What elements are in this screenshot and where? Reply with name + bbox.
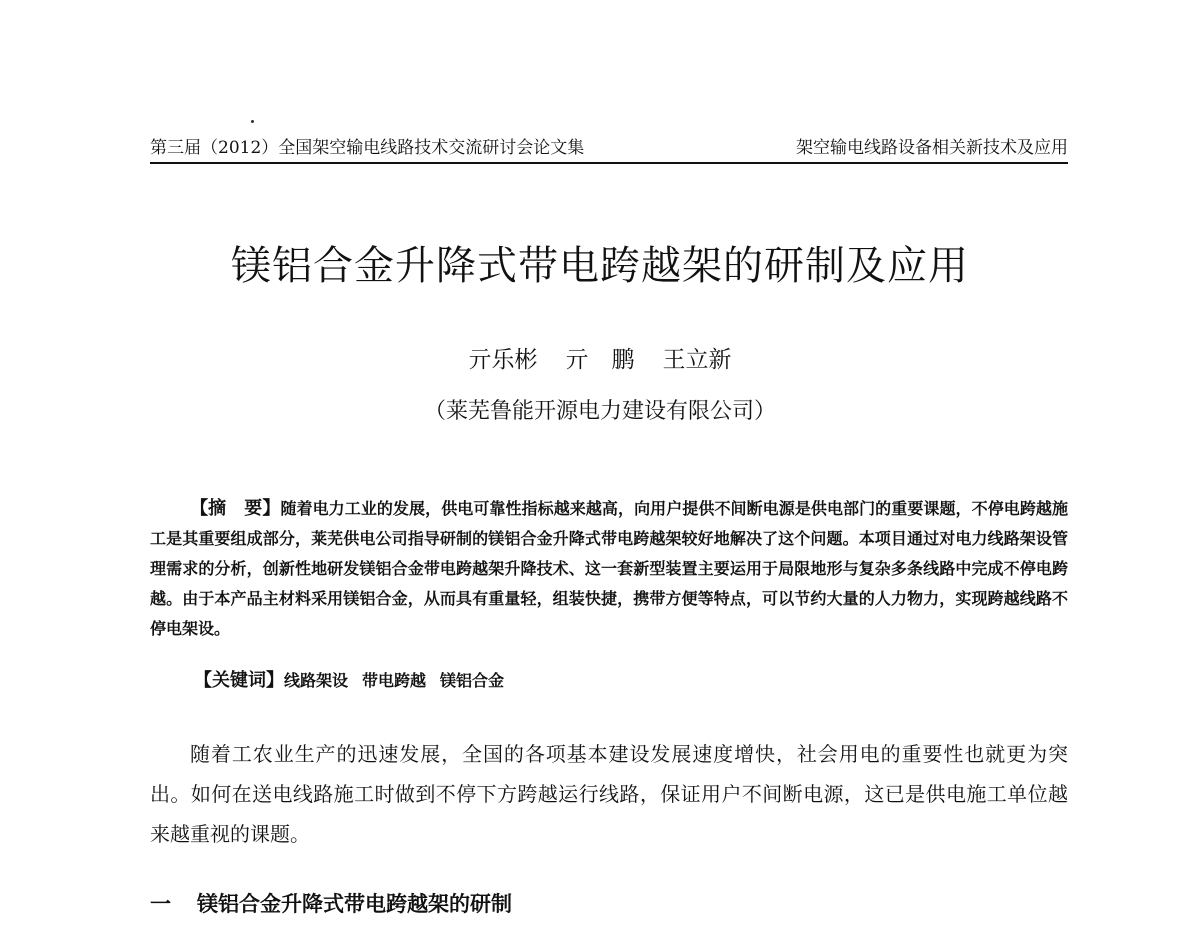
- keywords: [194, 666, 518, 696]
- running-head-left: 第三届（2012）全国架空输电线路技术交流研讨会论文集: [150, 138, 585, 158]
- author-name: 王立新: [662, 347, 732, 373]
- section-heading: [150, 886, 512, 922]
- keywords-label: 【关键词】: [194, 670, 284, 691]
- affiliation: （莱芜鲁能开源电力建设有限公司）: [423, 399, 776, 424]
- paper-title: 镁铝合金升降式带电跨越架的研制及应用: [231, 243, 969, 289]
- author-list: [0, 344, 1200, 376]
- author-name: 亓 鹏: [565, 347, 635, 373]
- abstract: [150, 494, 1068, 644]
- running-head-right: 架空输电线路设备相关新技术及应用: [796, 138, 1068, 158]
- intro-paragraph: 随着工农业生产的迅速发展，全国的各项基本建设发展速度增快，社会用电的重要性也就更为突出。如何在送电线路施工时做到不停下方跨越运行线路，保证用户不间断电源，这已是供电施工单位越来越重视的课题。: [150, 742, 1068, 846]
- scan-speck: [251, 120, 254, 123]
- section-number: 一: [150, 892, 171, 916]
- author-name: 亓乐彬: [468, 347, 538, 373]
- keyword: 镁铝合金: [440, 671, 505, 690]
- section-title: 镁铝合金升降式带电跨越架的研制: [197, 892, 512, 916]
- abstract-label: 【摘 要】: [190, 498, 281, 519]
- running-head: [150, 136, 1068, 164]
- keyword: 线路架设: [284, 671, 349, 690]
- keyword: 带电跨越: [362, 671, 427, 690]
- abstract-text: 随着电力工业的发展，供电可靠性指标越来越高，向用户提供不间断电源是供电部门的重要课题，不停电跨越施工是其重要组成部分，莱芜供电公司指导研制的镁铝合金升降式带电跨越架较好地解决了这个问题。本项目通过对电力线路架设管理需求的分析，创新性地研发镁铝合金带电跨越架升降技术、这一套新型装置主要运用于局限地形与复杂多条线路中完成不停电跨越。由于本产品主材料采用镁铝合金，从而具有重量轻，组装快捷，携带方便等特点，可以节约大量的人力物力，实现跨越线路不停电架设。: [150, 499, 1068, 638]
